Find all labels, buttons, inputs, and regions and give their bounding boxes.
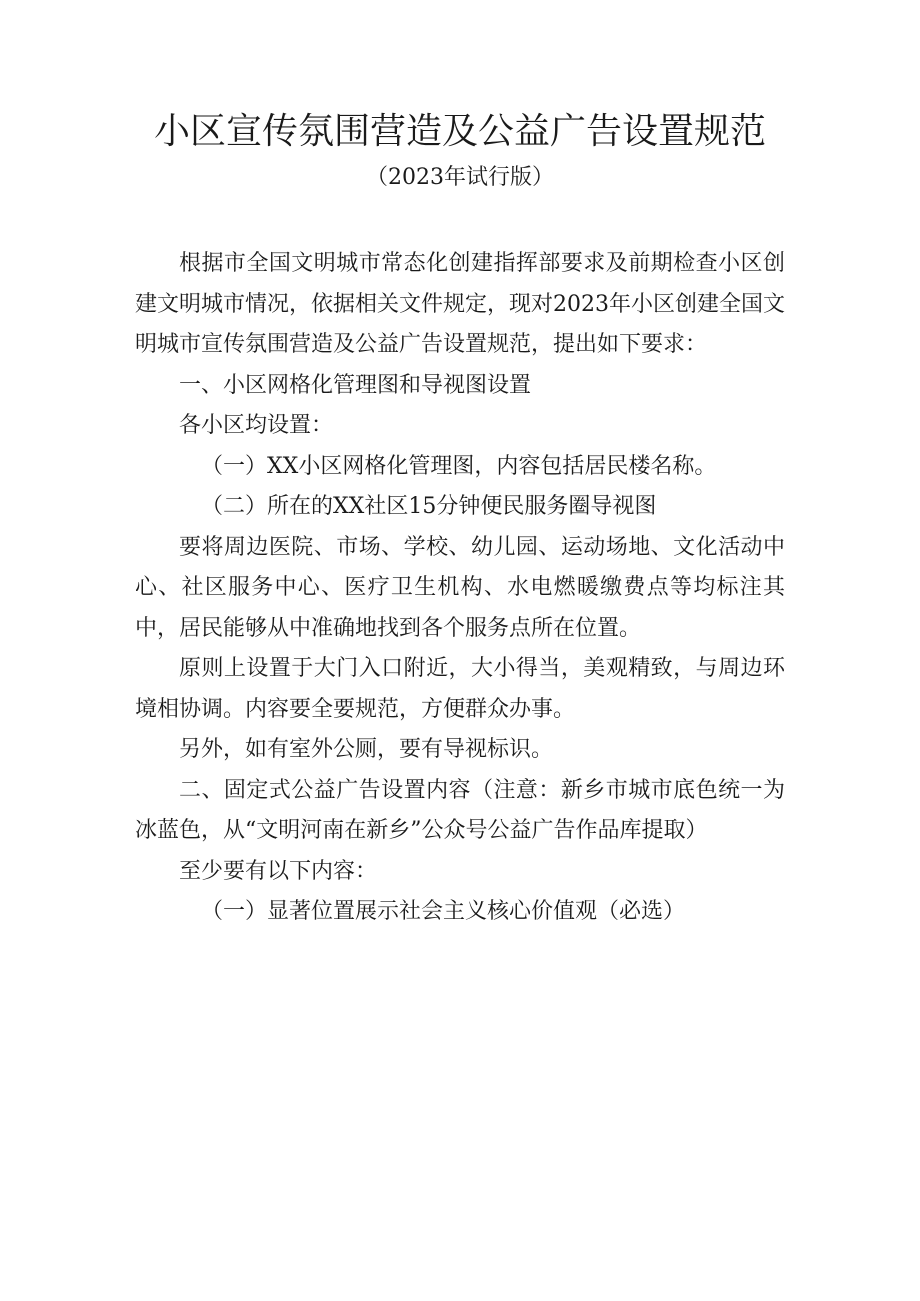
document-title: 小区宣传氛围营造及公益广告设置规范	[153, 111, 766, 152]
section1-item2: （二）所在的XX社区15分钟便民服务圈导视图	[201, 494, 657, 519]
section1-para3: 另外，如有室外公厕，要有导视标识。	[179, 737, 554, 762]
section2-heading: 二、固定式公益广告设置内容	[179, 777, 471, 803]
section2-paragraph	[135, 771, 785, 852]
section2-item1: （一）显著位置展示社会主义核心价值观（必选）	[201, 899, 686, 924]
document-subtitle: （2023年试行版）	[366, 165, 554, 190]
section1-heading: 一、小区网格化管理图和导视图设置	[179, 372, 532, 398]
section2-note: （注意：新乡市城市底色统一为冰蓝色，从“文明河南在新乡”公众号公益广告作品库提取）	[135, 777, 785, 843]
document-body	[135, 244, 785, 933]
section1-lead: 各小区均设置：	[179, 413, 334, 438]
intro-paragraph: 根据市全国文明城市常态化创建指挥部要求及前期检查小区创建文明城市情况，依据相关文件规定，现对2023年小区创建全国文明城市宣传氛围营造及公益广告设置规范，提出如下要求：	[135, 251, 785, 357]
section1-para2: 原则上设置于大门入口附近，大小得当，美观精致，与周边环境相协调。内容要全要规范，方便群众办事。	[135, 656, 785, 722]
section1-item1: （一）XX小区网格化管理图，内容包括居民楼名称。	[201, 453, 717, 479]
section1-para1: 要将周边医院、市场、学校、幼儿园、运动场地、文化活动中心、社区服务中心、医疗卫生机构、水电燃暖缴费点等均标注其中，居民能够从中准确地找到各个服务点所在位置。	[135, 534, 785, 641]
section2-lead: 至少要有以下内容：	[179, 858, 378, 884]
